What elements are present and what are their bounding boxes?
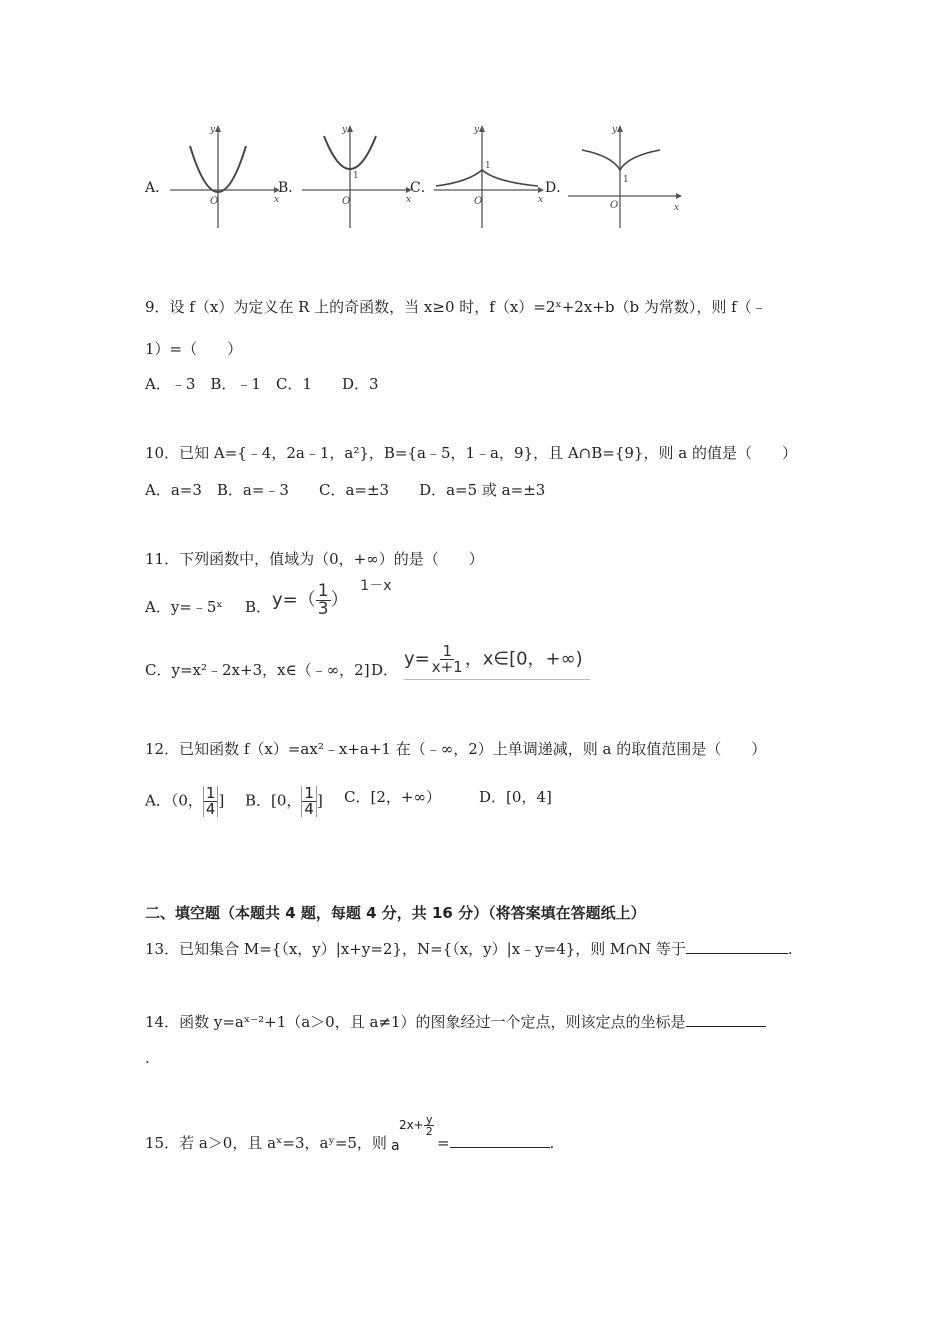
q15-exp-pre: 2x+: [398, 1118, 424, 1132]
q12-option-c: C．[2，+∞）: [344, 788, 441, 806]
q8-graph-d: [568, 122, 683, 230]
q13: [145, 938, 793, 959]
q8-b-origin: O: [342, 196, 351, 207]
q8-c-x-axis-label: x: [538, 195, 544, 205]
q8-option-d-label: D．: [545, 180, 571, 196]
q11-d-den: x+1: [431, 658, 463, 676]
q13-stem: 13．已知集合 M={（x，y）|x+y=2}，N={（x，y）|x﹣y=4}，则 M∩N 等于: [145, 940, 686, 958]
q10-stem: 10．已知 A={﹣4，2a﹣1，a²}，B={a﹣5，1﹣a，9}，且 A∩B={9}，则 a 的值是（ ）: [145, 444, 797, 462]
section-2-heading: 二、填空题（本题共 4 题，每题 4 分，共 16 分）（将答案填在答题纸上）: [145, 904, 646, 922]
q11-b-close: ）: [330, 589, 349, 611]
q8-a-origin: O: [210, 196, 219, 207]
q11-d-rest: ，x∈[0，+∞): [464, 648, 583, 670]
q8-b-y-axis-label: y: [342, 125, 348, 135]
q11-d-y: y=: [404, 648, 430, 670]
q8-graph-a: [170, 122, 280, 230]
q8-c-mark: 1: [485, 161, 491, 171]
q11-option-d-formula: [404, 644, 590, 680]
q14: [145, 1011, 766, 1032]
q12-stem: 12．已知函数 f（x）=ax²﹣x+a+1 在（﹣∞，2）上单调递减，则 a 的取值范围是（ ）: [145, 740, 767, 758]
q9-stem-line2: 1）=（ ）: [145, 340, 243, 358]
q8-d-x-axis-label: x: [674, 203, 680, 213]
q8-d-mark: 1: [623, 175, 629, 185]
q8-c-origin: O: [474, 196, 483, 207]
q12-option-b: [245, 786, 323, 817]
q8-graph-c: [434, 122, 544, 230]
q12-b-pre: B．[0，: [245, 791, 302, 810]
q11-b-y: y=（: [272, 589, 316, 611]
q15-end: .: [549, 1134, 555, 1152]
q12-b-den: 4: [304, 800, 314, 818]
q8-option-a-label: A．: [145, 180, 170, 196]
q9-stem-line1: 9．设 f（x）为定义在 R 上的奇函数，当 x≥0 时，f（x）=2ˣ+2x+b（b 为常数），则 f（﹣: [145, 298, 767, 316]
q11-option-b-label: B．: [245, 598, 272, 616]
q14-end: .: [145, 1049, 150, 1067]
q12-a-num: 1: [205, 784, 216, 802]
q10-options: A．a=3 B．a=﹣3 C．a=±3 D．a=5 或 a=±3: [145, 481, 546, 499]
q12-option-d: D．[0，4]: [479, 788, 552, 806]
q13-answer-blank[interactable]: [686, 939, 788, 954]
q15-eq: =: [436, 1134, 450, 1152]
q8-option-b-label: B．: [278, 180, 303, 196]
q15-exp-num: y: [425, 1113, 433, 1126]
q8-a-x-axis-label: x: [274, 195, 280, 205]
q11-b-num: 1: [317, 581, 329, 601]
q11-b-den: 3: [317, 599, 329, 619]
q11-stem: 11．下列函数中，值域为（0，+∞）的是（ ）: [145, 550, 484, 568]
q9-options: A．﹣3 B．﹣1 C．1 D．3: [145, 375, 379, 393]
q11-option-a: A．y=﹣5ˣ: [145, 598, 223, 616]
q12-b-post: ]: [316, 791, 323, 810]
q8-d-y-axis-label: y: [612, 125, 618, 135]
q8-b-mark: 1: [353, 171, 359, 181]
q8-b-x-axis-label: x: [406, 195, 412, 205]
q14-stem: 14．函数 y=aˣ⁻²+1（a＞0，且 a≠1）的图象经过一个定点，则该定点的坐标是: [145, 1013, 686, 1031]
q13-end: .: [787, 940, 793, 958]
q15-power-expression: [387, 1113, 437, 1154]
q14-answer-blank[interactable]: [686, 1012, 766, 1027]
q11-b-exponent: 1－x: [360, 577, 392, 594]
q12-a-pre: A．（0，: [145, 791, 203, 810]
q12-a-post: ]: [218, 791, 225, 810]
q15-base: a: [390, 1138, 400, 1154]
q15-stem: 15．若 a＞0，且 aˣ=3，aʸ=5，则: [145, 1134, 387, 1152]
q15-exp-den: 2: [425, 1125, 433, 1138]
q12-option-a: [145, 786, 224, 817]
q8-a-y-axis-label: y: [210, 125, 216, 135]
q8-d-origin: O: [610, 200, 619, 211]
q11-option-c: C．y=x²﹣2x+3，x∈（﹣∞，2]: [145, 661, 370, 679]
q8-graph-b: [302, 122, 412, 230]
q11-d-num: 1: [442, 642, 452, 660]
q11-option-d-label: D．: [371, 661, 399, 679]
q15-answer-blank[interactable]: [450, 1133, 550, 1148]
q15-exponent: [399, 1114, 435, 1137]
q8-c-y-axis-label: y: [474, 125, 480, 135]
q8-option-c-label: C．: [410, 180, 435, 196]
q11-option-b-formula: [272, 577, 392, 619]
q12-a-den: 4: [205, 800, 216, 818]
q12-b-num: 1: [304, 784, 314, 802]
q15: [145, 1113, 555, 1154]
